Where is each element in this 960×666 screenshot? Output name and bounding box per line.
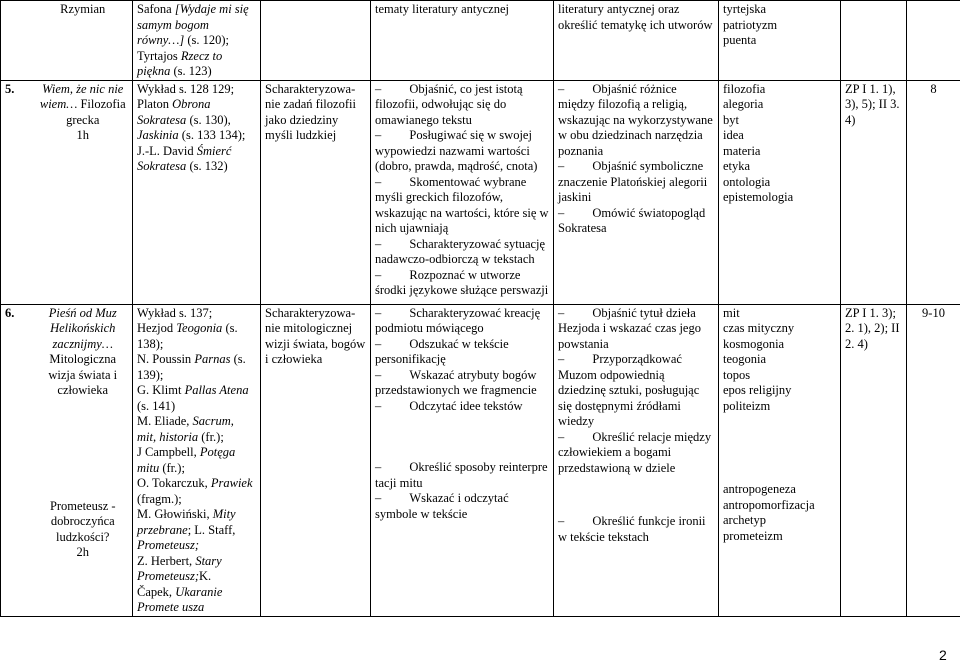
- texts-title: [Wydaje mi się samym bogom równy…]: [137, 2, 249, 47]
- list-item-text: Omówić światopogląd Sokratesa: [558, 205, 706, 235]
- topic-subtitle: Prometeusz - dobroczyńca ludzkości?: [49, 498, 116, 544]
- list-item: – Objaśnić tytuł dzieła Hezjoda i wskazać czas jego powstania: [558, 305, 701, 351]
- list-item-text: Określić sposoby reinterpre tacji mitu: [375, 460, 548, 490]
- list-item-text: Objaśnić, co jest istotą filozofii, odwołując się do omawianego tekstu: [375, 81, 523, 127]
- text-plain: (s. 130),: [186, 112, 231, 127]
- term: antropomorfizacja: [723, 497, 815, 512]
- text-plain: M. Eliade,: [137, 414, 193, 428]
- list-item: – Określić relacje między człowiekiem a bogami przedstawioną w dziele: [558, 429, 712, 475]
- term: materia: [723, 143, 761, 158]
- text-italic: Pallas Atena: [184, 383, 249, 397]
- list-item: – Wskazać i odczytać symbole w tekście: [375, 491, 509, 521]
- text-italic: Prawiek: [210, 476, 253, 490]
- term: antropogeneza: [723, 482, 796, 496]
- list-item: – Objaśnić symboliczne znaczenie Platońskiej alegorii jaskini: [558, 159, 708, 204]
- list-item: – Objaśnić różnice między filozofią a religią, wskazując na wykorzystywane w obu dziedzinach narzędzia poznania: [558, 81, 713, 158]
- topic-cell: [34, 1, 133, 81]
- text-italic: Potęga mitu: [137, 445, 236, 475]
- text-plain: (s. 133 134);: [178, 128, 246, 142]
- term: prometeizm: [723, 528, 783, 543]
- text-italic: Śmierć Sokratesa: [137, 143, 232, 173]
- spacer: [38, 399, 129, 499]
- term: mit: [723, 305, 740, 320]
- goal-text: Scharakteryzowa-nie mitologicznej wizji świata, bogów i człowieka: [265, 305, 366, 366]
- list-item-text: Odczytać idee tekstów: [409, 398, 523, 413]
- list-item: – Przyporządkować Muzom odpowiednią dziedzinę sztuki, posługując się dostępnymi źródłami wiedzy: [558, 352, 700, 428]
- term: idea: [723, 128, 744, 142]
- goals-cell: [261, 304, 371, 616]
- text-entry: [137, 554, 256, 585]
- list-item: – Określić sposoby reinterpre tacji mitu: [375, 460, 548, 490]
- term: archetyp: [723, 513, 767, 527]
- page-number: 2: [939, 647, 947, 663]
- list-item-text: Odszukać w tekście personifikację: [375, 336, 509, 366]
- list-item-text: Objaśnić symboliczne znaczenie Platońskiej alegorii jaskini: [558, 159, 708, 204]
- table-row: [1, 1, 960, 81]
- goal-text: Scharakteryzowa-nie zadań filozofii jako dziedziny myśli ludzkiej: [265, 81, 356, 142]
- term: alegoria: [723, 97, 764, 111]
- list-item-text: Skomentować wybrane myśli greckich filozofów, wskazując na wartości, które się w nich ujawniają: [375, 174, 549, 235]
- ref-text: ZP I 1. 1), 3), 5); II 3. 4): [845, 81, 900, 127]
- text-plain: Čapek,: [137, 584, 176, 599]
- text-plain: ; L. Staff,: [187, 522, 236, 537]
- hours-text: 9-10: [922, 305, 945, 320]
- text-plain: (fr.);: [198, 429, 224, 444]
- lesson-number-cell: [1, 1, 34, 81]
- goals-cell: [261, 80, 371, 304]
- hours-cell: [907, 80, 960, 304]
- spacer: [558, 476, 714, 514]
- text-plain: N. Poussin: [137, 352, 195, 366]
- spacer: [723, 414, 836, 482]
- text-plain: K.: [199, 569, 212, 583]
- list-item: – Skomentować wybrane myśli greckich filozofów, wskazując na wartości, które się w nich ujawniają: [375, 174, 549, 235]
- skills-cell: [554, 80, 719, 304]
- list-item: – Posługiwać się w swojej wypowiedzi nazwami wartości (dobro, prawda, mądrość, cnota): [375, 128, 538, 173]
- table-row: [1, 80, 960, 304]
- texts-cell: [133, 304, 261, 616]
- text-entry: [137, 414, 256, 445]
- term: topos: [723, 367, 751, 382]
- text-entry: [137, 144, 256, 175]
- text-italic: Parnas: [194, 352, 231, 366]
- text-entry: [137, 445, 256, 476]
- hours-text: 8: [930, 81, 937, 96]
- text-entry: [137, 352, 256, 383]
- list-item: – Objaśnić, co jest istotą filozofii, odwołując się do omawianego tekstu: [375, 81, 523, 127]
- topic-cell: [34, 304, 133, 616]
- topic-cell: [34, 80, 133, 304]
- text-plain: G. Klimt: [137, 383, 185, 397]
- goals-cell: [261, 1, 371, 81]
- list-item-text: Objaśnić różnice między filozofią a religią, wskazując na wykorzystywane w obu dziedzinach narzędzia poznania: [558, 81, 713, 158]
- term: epistemologia: [723, 190, 794, 204]
- texts-page: (s. 123): [170, 64, 212, 78]
- text-entry: [137, 507, 256, 538]
- term: politeizm: [723, 398, 771, 413]
- text-plain: J Campbell,: [137, 445, 200, 459]
- term: czas mityczny: [723, 321, 795, 335]
- topic-plain: Filozofia grecka: [66, 97, 126, 127]
- list-item-text: Objaśnić tytuł dzieła Hezjoda i wskazać czas jego powstania: [558, 305, 701, 351]
- ref-cell: [841, 304, 907, 616]
- text-italic: Teogonia: [176, 321, 223, 335]
- term: ontologia: [723, 174, 771, 189]
- terms-cell: [719, 80, 841, 304]
- ref-text: ZP I 1. 3); 2. 1), 2); II 2. 4): [845, 305, 900, 351]
- list-item-text: Określić funkcje ironii w tekście tekstach: [558, 514, 706, 544]
- lesson-number: 6.: [5, 305, 15, 320]
- term: filozofia: [723, 81, 766, 96]
- skills-cell: [554, 304, 719, 616]
- text-italic: Prometeusz;: [137, 538, 200, 552]
- list-item: – Odczytać idee tekstów: [375, 398, 523, 413]
- text-plain: Platon: [137, 97, 173, 111]
- list-item-text: Rozpoznać w utworze środki językowe służące perswazji: [375, 267, 549, 297]
- text-plain: (s. 139);: [137, 352, 246, 382]
- text-plain: Wykład s. 128 129;: [137, 81, 235, 96]
- list-item: – Odszukać w tekście personifikację: [375, 336, 509, 366]
- list-item: – Określić funkcje ironii w tekście tekstach: [558, 514, 706, 544]
- hours-cell: [907, 304, 960, 616]
- terms-cell: [719, 1, 841, 81]
- list-item: – Omówić światopogląd Sokratesa: [558, 205, 706, 235]
- texts-title: Rzecz to piękna: [137, 48, 223, 78]
- list-item: – Rozpoznać w utworze środki językowe służące perswazji: [375, 267, 549, 297]
- content-cell: [371, 80, 554, 304]
- topic-italic: Pieśń od Muz Helikońskich zacznijmy…: [48, 305, 117, 351]
- text-entry: [137, 82, 256, 98]
- text-entry: [137, 585, 256, 616]
- lesson-number: 5.: [5, 81, 15, 96]
- list-item-text: Określić relacje między człowiekiem a bogami przedstawioną w dziele: [558, 429, 712, 475]
- content-cell: [371, 1, 554, 81]
- term: byt: [723, 112, 739, 127]
- content-text: tematy literatury antycznej: [375, 2, 509, 16]
- text-entry: [137, 383, 256, 414]
- text-entry: [137, 476, 256, 507]
- texts-author: Safona: [137, 2, 175, 16]
- terms-text: tyrtejska patriotyzm puenta: [723, 2, 778, 47]
- text-plain: (s. 138);: [137, 321, 238, 351]
- texts-cell: [133, 1, 261, 81]
- text-plain: Wykład s. 137;: [137, 305, 213, 320]
- text-italic: Obrona Sokratesa: [137, 97, 211, 127]
- topic-hours: 1h: [76, 128, 89, 142]
- skills-cell: [554, 1, 719, 81]
- text-entry: [137, 321, 256, 352]
- text-plain: Z. Herbert,: [137, 553, 196, 568]
- topic-italic: Wiem, że nic nie wiem…: [39, 81, 124, 111]
- term: etyka: [723, 159, 751, 173]
- topic-hours: 2h: [76, 545, 89, 559]
- text-entry: [137, 306, 256, 322]
- hours-cell: [907, 1, 960, 81]
- list-item-text: Scharakteryzować kreację podmiotu mówiącego: [375, 305, 541, 335]
- texts-cell: [133, 80, 261, 304]
- ref-cell: [841, 80, 907, 304]
- list-item-text: Wskazać atrybuty bogów przedstawionych we fragmencie: [375, 367, 537, 397]
- text-plain: (s. 141): [137, 398, 176, 413]
- text-italic: Jaskinia: [137, 128, 179, 142]
- list-item: – Wskazać atrybuty bogów przedstawionych we fragmencie: [375, 367, 537, 397]
- lesson-number-cell: [1, 80, 34, 304]
- text-plain: Hezjod: [137, 321, 177, 335]
- text-plain: (fragm.);: [137, 491, 182, 506]
- text-plain: M. Głowiński,: [137, 507, 213, 521]
- text-entry: [137, 128, 256, 144]
- list-item-text: Scharakteryzować sytuację nadawczo-odbiorczą w tekstach: [375, 236, 546, 266]
- text-italic: Sacrum, mit, historia: [137, 414, 234, 444]
- topic-plain: Mitologiczna wizja świata i człowieka: [48, 352, 118, 397]
- list-item-text: Wskazać i odczytać symbole w tekście: [375, 491, 509, 521]
- text-entry: [137, 538, 256, 554]
- term: kosmogonia: [723, 336, 785, 351]
- text-plain: J.-L. David: [137, 143, 197, 158]
- terms-cell: [719, 304, 841, 616]
- term: epos religijny: [723, 383, 792, 397]
- text-entry: [137, 97, 256, 128]
- text-plain: (fr.);: [159, 460, 185, 475]
- table-row: [1, 304, 960, 616]
- spacer: [375, 414, 549, 460]
- list-item-text: Przyporządkować Muzom odpowiednią dziedzinę sztuki, posługując się dostępnymi źródłami wiedzy: [558, 352, 700, 428]
- text-plain: O. Tokarczuk,: [137, 476, 211, 490]
- skills-text: literatury antycznej oraz określić tematykę ich utworów: [558, 2, 713, 32]
- content-cell: [371, 304, 554, 616]
- list-item: – Scharakteryzować sytuację nadawczo-odbiorczą w tekstach: [375, 236, 546, 266]
- term: teogonia: [723, 352, 767, 366]
- list-item: – Scharakteryzować kreację podmiotu mówiącego: [375, 305, 541, 335]
- lesson-number-cell: [1, 304, 34, 616]
- text-italic: Stary Prometeusz;: [137, 553, 222, 583]
- text-italic: Ukaranie Promete usza: [137, 584, 223, 614]
- ref-cell: [841, 1, 907, 81]
- text-italic: Mity przebrane: [137, 507, 236, 537]
- text-plain: (s. 132): [186, 159, 228, 173]
- topic-text: Rzymian: [60, 2, 106, 16]
- texts-author: (s. 120); Tyrtajos: [137, 33, 230, 63]
- list-item-text: Posługiwać się w swojej wypowiedzi nazwami wartości (dobro, prawda, mądrość, cnota): [375, 128, 538, 173]
